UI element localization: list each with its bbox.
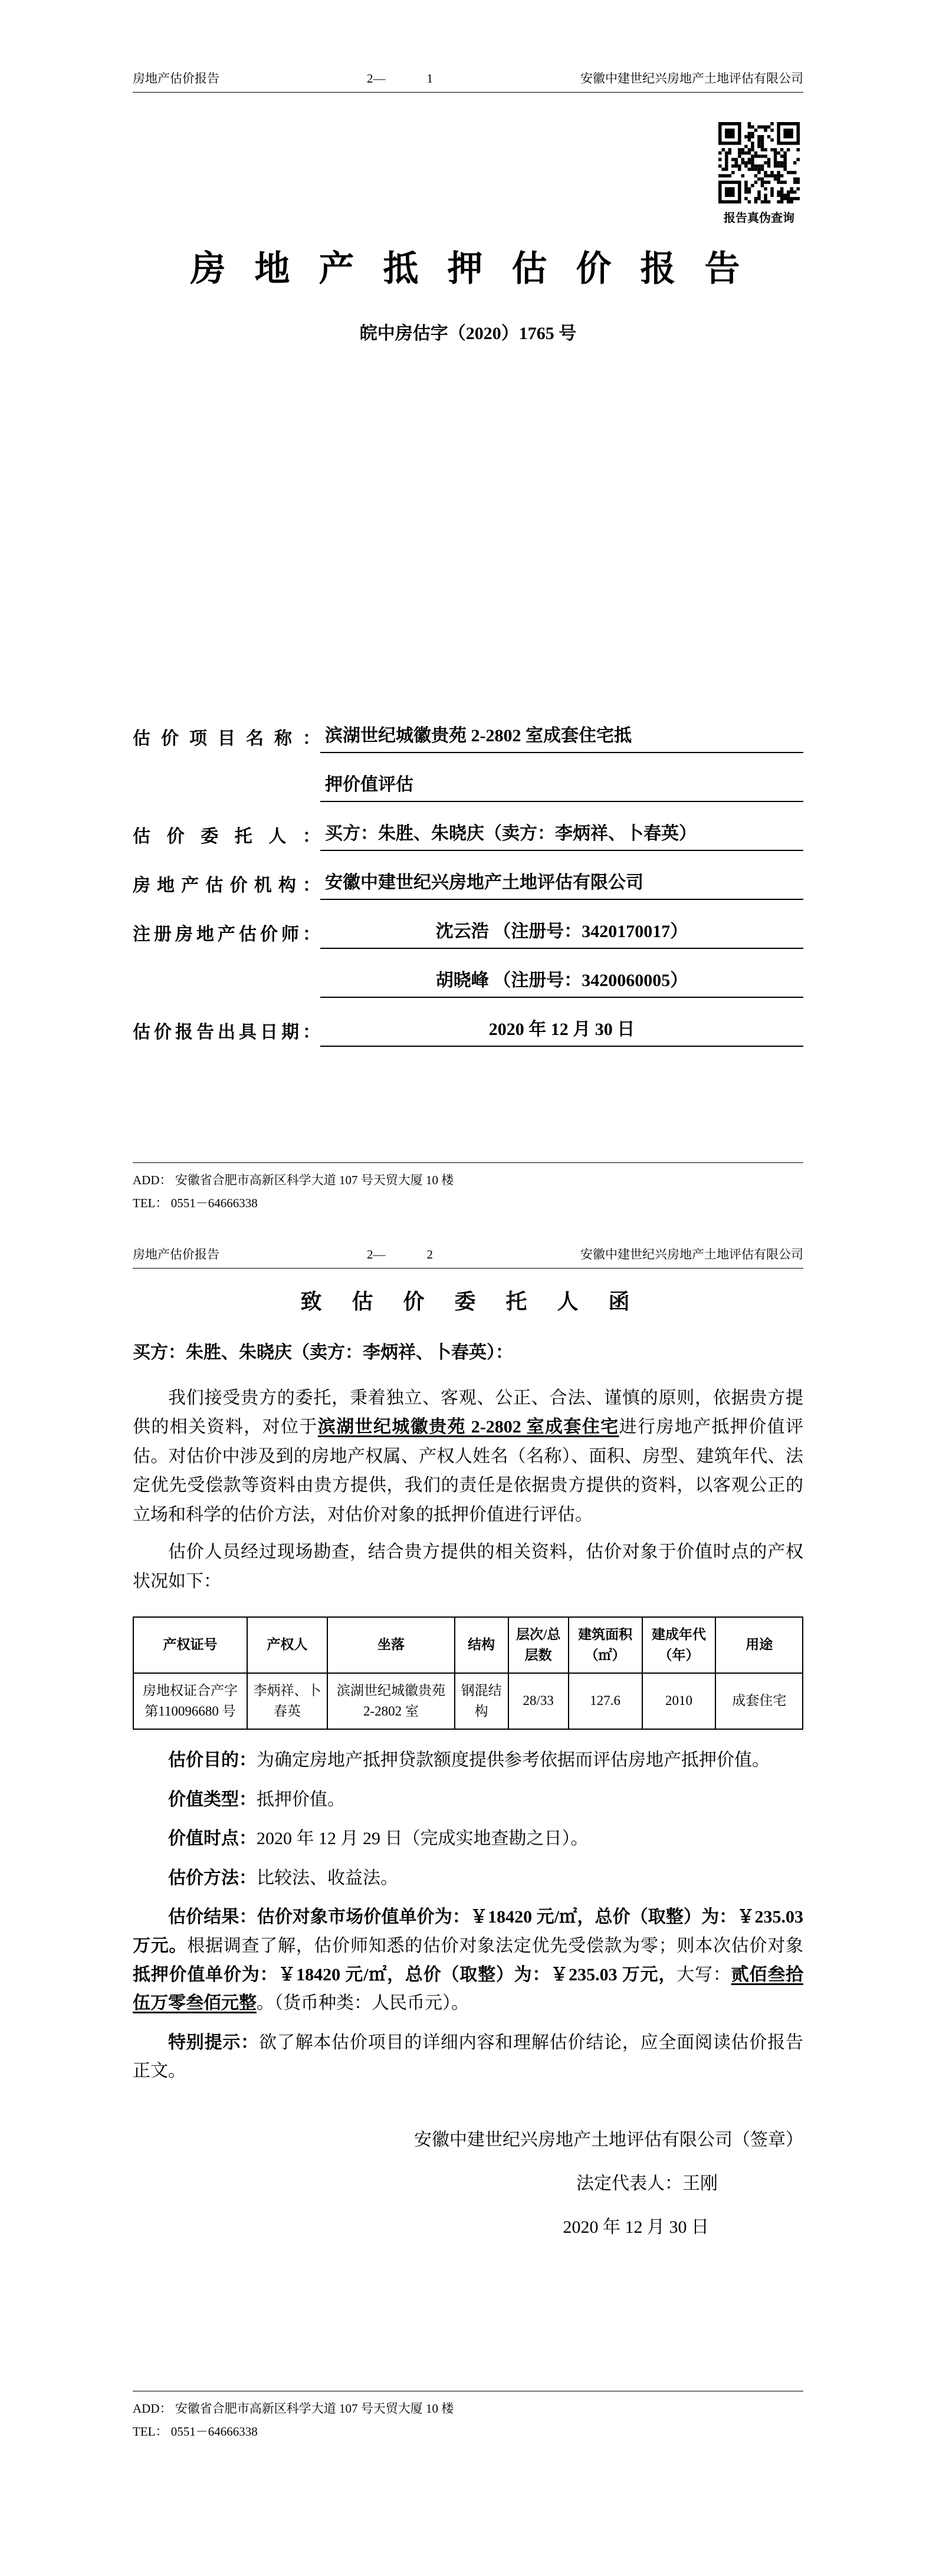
agency-label: 房地产估价机构： [133,875,320,895]
col-header-structure: 结构 [455,1617,508,1673]
col-header-area: 建筑面积（㎡） [569,1617,642,1673]
property-rights-table [133,1616,803,1730]
client-label: 估价委托人： [133,826,320,846]
header-doc-name: 房地产估价报告 [133,1247,219,1261]
signature-legal-representative: 法定代表人：王刚 [576,2173,718,2193]
qr-caption: 报告真伪查询 [724,211,794,225]
col-header-usage: 用途 [715,1617,803,1673]
footer-address: ADD： 安徽省合肥市高新区科学大道 107 号天贸大厦 10 楼 [133,2401,454,2416]
col-header-cert-number: 产权证号 [133,1617,247,1673]
footer-phone: TEL： 0551－64666338 [133,2424,258,2439]
appraiser-label: 注册房地产估价师： [133,924,320,944]
result-plain-text: 根据调查了解，估价师知悉的估价对象法定优先受偿款为零；则本次估价对象 [187,1936,803,1956]
cell-area: 127.6 [569,1673,642,1729]
appraiser-value-1: 沈云浩 （注册号：3420170017） [320,918,803,949]
item-value-date-label: 价值时点： [168,1829,257,1849]
form-row-report-date [133,1016,803,1047]
agency-value: 安徽中建世纪兴房地产土地评估有限公司 [320,869,803,900]
header-page-number: 2 [426,1247,433,1261]
report-date-label: 估价报告出具日期： [133,1022,320,1042]
para1-segment: 我们接受贵方的委托，秉着独立、客观、公正、合法、谨慎的原则，依据贵方提供的相关资料，对位于 [133,1388,803,1437]
header-page-indicator [367,70,433,88]
form-row-agency [133,869,803,900]
item-notice-text: 欲了解本估价项目的详细内容和理解估价结论，应全面阅读估价报告正文。 [133,2032,804,2081]
item-notice [133,2029,803,2086]
form-row-project-name-cont [133,771,803,802]
item-result-label: 估价结果： [168,1907,257,1927]
signature-block [133,2126,803,2257]
header-company-name: 安徽中建世纪兴房地产土地评估有限公司 [580,71,803,86]
client-value: 买方：朱胜、朱晓庆（卖方：李炳祥、卜春英） [320,820,803,851]
header-page-indicator [367,1246,433,1264]
report-doc-number: 皖中房估字（2020）1765 号 [359,323,577,343]
cell-usage: 成套住宅 [715,1673,803,1729]
qr-code-icon [718,122,800,203]
table-row [133,1673,803,1729]
result-market-value: 估价对象市场价值单价为：￥18420 元/㎡，总价（取整）为：￥235.03 万元。 [133,1907,803,1956]
header-doc-name: 房地产估价报告 [133,71,219,86]
letter-title: 致 估 价 委 托 人 函 [300,1289,636,1313]
project-name-value-line2: 押价值评估 [320,771,803,802]
header-page-total: 2— [367,71,386,86]
cell-year-built: 2010 [642,1673,716,1729]
letter-paragraph-2: 估价人员经过现场勘查，结合贵方提供的相关资料，估价对象于价值时点的产权状况如下： [133,1542,803,1591]
report-page-2 [0,1233,936,2576]
item-method-label: 估价方法： [168,1868,257,1888]
table-header-row [133,1617,803,1673]
item-result [133,1903,803,2018]
form-row-appraiser-1 [133,918,803,949]
result-mortgage-value: 抵押价值单价为：￥18420 元/㎡，总价（取整）为：￥235.03 万元， [133,1964,677,1984]
header-page-total: 2— [367,1247,386,1261]
signature-date: 2020 年 12 月 30 日 [563,2217,709,2237]
item-value-type-text: 抵押价值。 [257,1789,345,1809]
form-row-appraiser-2 [133,967,803,998]
item-method [133,1864,803,1893]
cell-owner: 李炳祥、卜春英 [247,1673,327,1729]
cell-location: 滨湖世纪城徽贵苑2-2802 室 [327,1673,455,1729]
result-amount-in-words: 贰佰叁拾伍万零叁佰元整 [133,1964,804,2013]
report-date-value: 2020 年 12 月 30 日 [320,1016,803,1047]
item-value-date [133,1825,803,1854]
form-row-project-name [133,722,803,753]
page-header [133,70,803,93]
qr-verification-block [715,122,803,225]
para1-subject-highlight: 滨湖世纪城徽贵苑 2-2802 室成套住宅 [317,1417,619,1437]
item-value-type [133,1786,803,1815]
project-name-label: 估价项目名称： [133,728,320,748]
letter-salutation: 买方：朱胜、朱晓庆（卖方：李炳祥、卜春英）： [133,1342,513,1362]
report-title: 房 地 产 抵 押 估 价 报 告 [190,249,746,288]
col-header-year-built: 建成年代（年） [642,1617,716,1673]
para1-segment: 进行房地产抵押价值评估。对估价中涉及到的房地产权属、产权人姓名（名称）、面积、房型、建筑年代、法定优先受偿款等资料由贵方提供，我们的责任是依据贵方提供的资料，以客观公正的立场和科学的估价方法，对估价对象的抵押价值进行评估。 [133,1417,804,1524]
item-purpose-text: 为确定房地产抵押贷款额度提供参考依据而评估房地产抵押价值。 [257,1750,770,1770]
cell-floor: 28/33 [508,1673,569,1729]
report-page-1 [0,0,936,1233]
cover-form [133,722,803,1064]
appraiser-value-2: 胡晓峰 （注册号：3420060005） [320,967,803,998]
cell-structure: 钢混结构 [455,1673,508,1729]
appraisal-items [133,1746,803,2097]
result-currency-note: 。（货币种类：人民币元）。 [257,1993,469,2013]
footer-phone: TEL： 0551－64666338 [133,1196,258,1211]
result-caps-label: 大写： [676,1964,731,1984]
item-purpose-label: 估价目的： [168,1750,257,1770]
footer-address: ADD： 安徽省合肥市高新区科学大道 107 号天贸大厦 10 楼 [133,1173,454,1188]
item-method-text: 比较法、收益法。 [257,1868,398,1888]
project-name-value-line1: 滨湖世纪城徽贵苑 2-2802 室成套住宅抵 [320,722,803,753]
col-header-owner: 产权人 [247,1617,327,1673]
signature-company: 安徽中建世纪兴房地产土地评估有限公司（签章） [414,2130,803,2150]
page-footer [133,2391,803,2576]
letter-paragraph-1 [133,1384,803,1530]
item-purpose [133,1746,803,1775]
header-company-name: 安徽中建世纪兴房地产土地评估有限公司 [580,1247,803,1261]
page-header [133,1246,803,1269]
header-page-number: 1 [426,71,433,86]
cell-cert-number: 房地权证合产字第110096680 号 [133,1673,247,1729]
page-footer [133,1162,803,1233]
form-row-client [133,820,803,851]
item-notice-label: 特别提示： [168,2032,259,2052]
item-value-type-label: 价值类型： [168,1789,257,1809]
col-header-floor: 层次/总层数 [508,1617,569,1673]
item-value-date-text: 2020 年 12 月 29 日（完成实地查勘之日）。 [257,1829,589,1849]
col-header-location: 坐落 [327,1617,455,1673]
